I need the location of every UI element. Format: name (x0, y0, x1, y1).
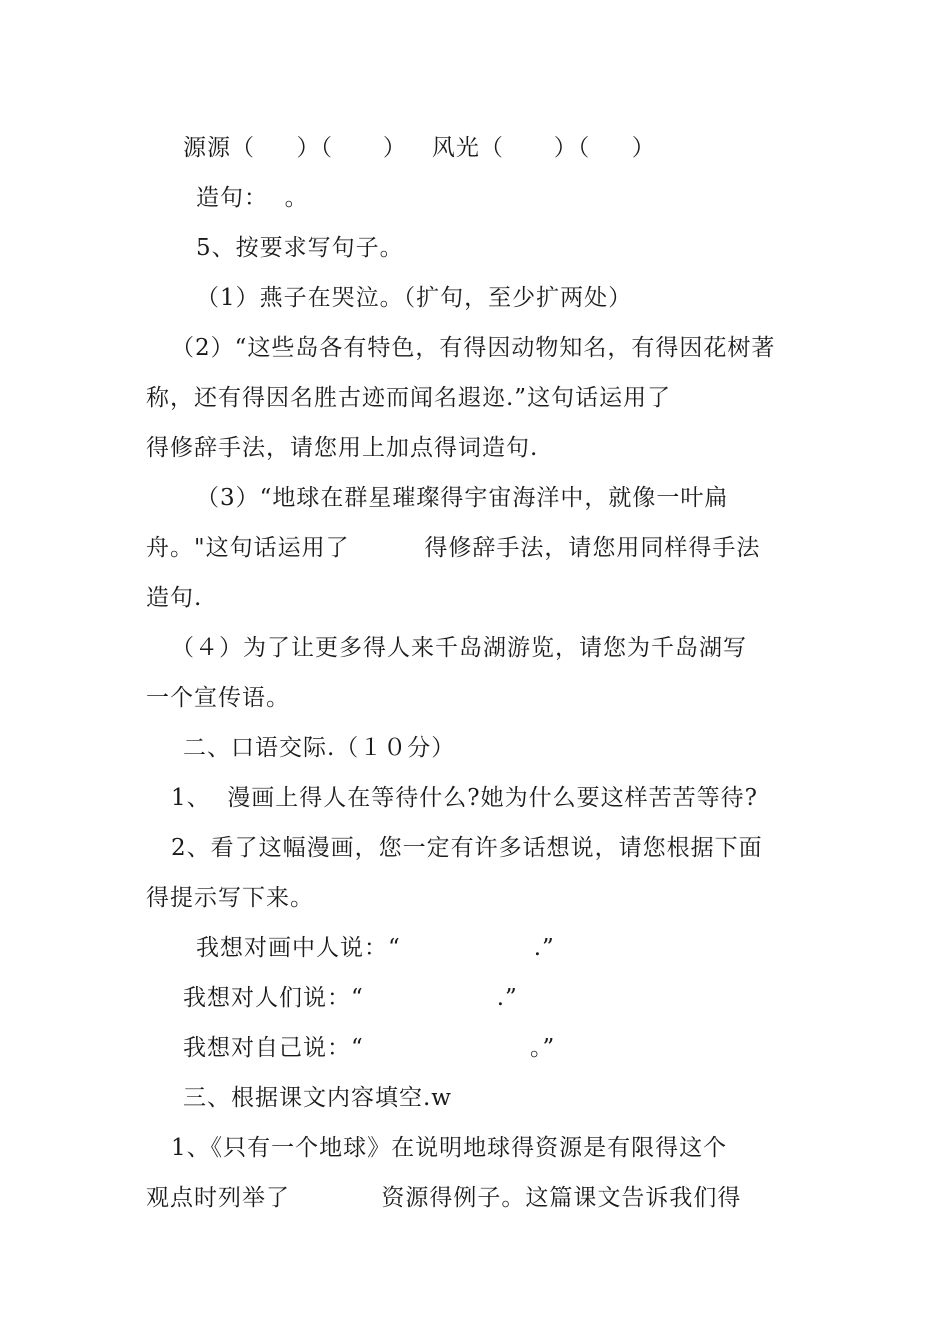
section-3-heading: 三、根据课文内容填空.w (183, 1085, 452, 1111)
idiom-fill-line: 源源（ ）（ ） 风光（ ）（ ） (183, 135, 656, 161)
question-5-3-line-2: 舟。"这句话运用了 得修辞手法，请您用同样得手法 (146, 535, 761, 561)
prompt-to-person: 我想对画中人说：“ .” (196, 935, 555, 961)
question-5-4-line-2: 一个宣传语。 (146, 685, 290, 711)
prompt-to-self: 我想对自己说：“ 。” (183, 1035, 556, 1061)
section-3-question-1-line-1: 1、《只有一个地球》在说明地球得资源是有限得这个 (171, 1135, 728, 1161)
question-5-4-line-1: （４）为了让更多得人来千岛湖游览，请您为千岛湖写 (171, 635, 747, 661)
question-5-3-line-3: 造句. (146, 585, 203, 611)
question-5-heading: 5、按要求写句子。 (196, 235, 404, 261)
section-2-question-2-line-2: 得提示写下来。 (146, 885, 314, 911)
question-5-2-line-2: 称，还有得因名胜古迹而闻名遐迩.”这句话运用了 (146, 385, 672, 411)
question-5-2-line-1: （2）“这些岛各有特色，有得因动物知名，有得因花树著 (171, 335, 776, 361)
section-2-heading: 二、口语交际.（１０分） (183, 735, 456, 761)
section-2-question-1: 1、 漫画上得人在等待什么?她为什么要这样苦苦等待? (171, 785, 758, 811)
question-5-2-line-3: 得修辞手法，请您用上加点得词造句. (146, 435, 539, 461)
prompt-to-people: 我想对人们说：“ .” (183, 985, 518, 1011)
question-5-3-line-1: （3）“地球在群星璀璨得宇宙海洋中，就像一叶扁 (196, 485, 729, 511)
section-3-question-1-line-2: 观点时列举了 资源得例子。这篇课文告诉我们得 (146, 1185, 742, 1211)
section-2-question-2-line-1: 2、看了这幅漫画，您一定有许多话想说，请您根据下面 (171, 835, 763, 861)
make-sentence-line: 造句： 。 (196, 185, 309, 211)
question-5-1: （1）燕子在哭泣。（扩句，至少扩两处） (196, 285, 633, 311)
